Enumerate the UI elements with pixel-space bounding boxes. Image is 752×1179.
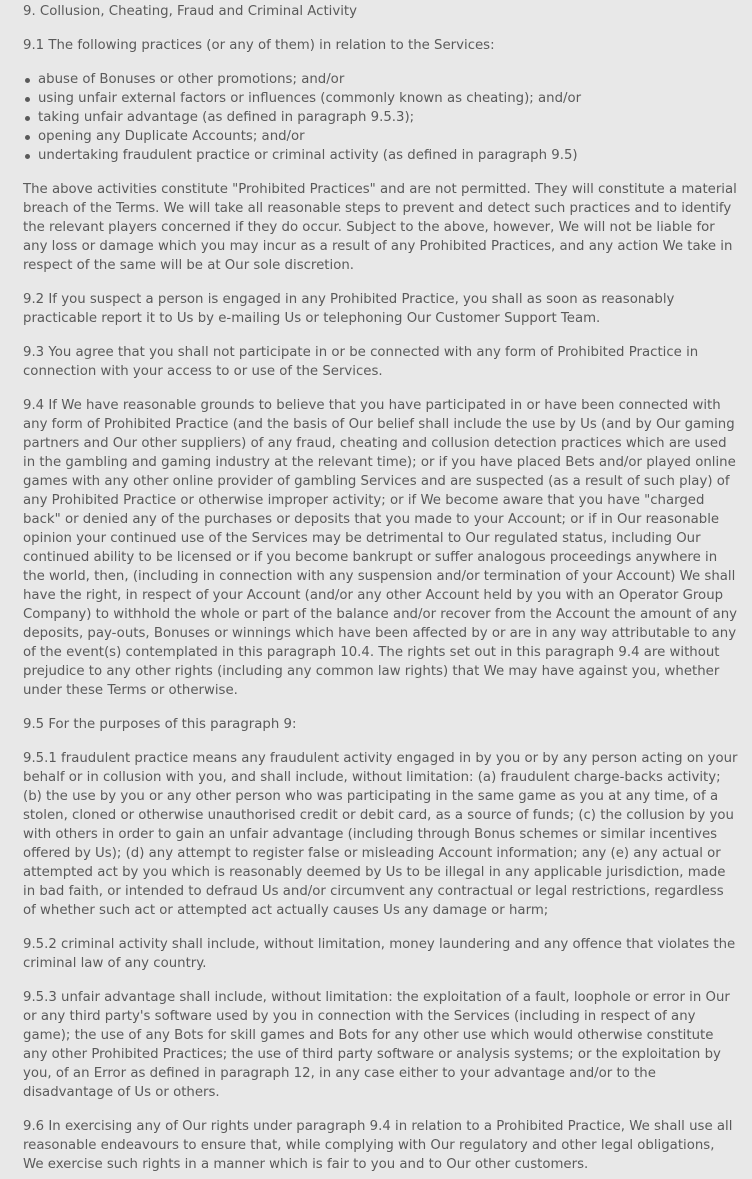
- paragraph-9-5-1: 9.5.1 fraudulent practice means any fraudulent activity engaged in by you or by any person acting on your behalf or in collusion with you, and shall include, without limitation: (a) fraudulent charge-backs activity; (b) the use by you or any other person who was participating in the same game as you at any time, of a stolen, cloned or otherwise unauthorised credit or debit card, as a source of funds; (c) the collusion by you with others in order to gain an unfair advantage (including through Bonus schemes or similar incentives offered by Us); (d) any attempt to register false or misleading Account information; any (e) any actual or attempted act by you which is reasonably deemed by Us to be illegal in any applicable jurisdiction, made in bad faith, or intended to defraud Us and/or circumvent any contractual or legal restrictions, regardless of whether such act or attempted act actually causes Us any damage or harm;: [23, 751, 738, 918]
- list-item: opening any Duplicate Accounts; and/or: [38, 127, 738, 146]
- prohibited-practices-list: [23, 70, 738, 165]
- paragraph-9-1: 9.1 The following practices (or any of them) in relation to the Services:: [23, 38, 495, 53]
- list-item: abuse of Bonuses or other promotions; and/or: [38, 70, 738, 89]
- paragraph-9-5-2: 9.5.2 criminal activity shall include, without limitation, money laundering and any offence that violates the criminal law of any country.: [23, 937, 736, 971]
- paragraph-prohibited-practices: The above activities constitute "Prohibited Practices" and are not permitted. They will constitute a material breach of the Terms. We will take all reasonable steps to prevent and detect such practices and to identify the relevant players concerned if they do occur. Subject to the above, however, We will not be liable for any loss or damage which you may incur as a result of any Prohibited Practices, and any action We take in respect of the same will be at Our sole discretion.: [23, 182, 737, 273]
- list-item: using unfair external factors or influences (commonly known as cheating); and/or: [38, 89, 738, 108]
- paragraph-9-6: 9.6 In exercising any of Our rights under paragraph 9.4 in relation to a Prohibited Practice, We shall use all reasonable endeavours to ensure that, while complying with Our regulatory and other legal obligations, We exercise such rights in a manner which is fair to you and to Our other customers.: [23, 1119, 733, 1172]
- paragraph-9-4: 9.4 If We have reasonable grounds to believe that you have participated in or have been connected with any form of Prohibited Practice (and the basis of Our belief shall include the use by Us (and by Our gaming partners and Our other suppliers) of any fraud, cheating and collusion detection practices which are used in the gambling and gaming industry at the relevant time); or if you have placed Bets and/or played online games with any other online provider of gambling Services and are suspected (as a result of such play) of any Prohibited Practice or otherwise improper activity; or if We become aware that you have "charged back" or denied any of the purchases or deposits that you made to your Account; or if in Our reasonable opinion your continued use of the Services may be detrimental to Our regulated status, including Our continued ability to be licensed or if you become bankrupt or suffer analogous proceedings anywhere in the world, then, (including in connection with any suspension and/or termination of your Account) We shall have the right, in respect of your Account (and/or any other Account held by you with an Operator Group Company) to withhold the whole or part of the balance and/or recover from the Account the amount of any deposits, pay-outs, Bonuses or winnings which have been affected by or are in any way attributable to any of the event(s) contemplated in this paragraph 10.4. The rights set out in this paragraph 9.4 are without prejudice to any other rights (including any common law rights) that We may have against you, whether under these Terms or otherwise.: [23, 398, 738, 698]
- paragraph-9-5-3: 9.5.3 unfair advantage shall include, without limitation: the exploitation of a fault, loophole or error in Our or any third party's software used by you in connection with the Services (including in respect of any game); the use of any Bots for skill games and Bots for any other use which would otherwise constitute any other Prohibited Practices; the use of third party software or analysis systems; or the exploitation by you, of an Error as defined in paragraph 12, in any case either to your advantage and/or to the disadvantage of Us or others.: [23, 990, 730, 1100]
- section-heading: 9. Collusion, Cheating, Fraud and Criminal Activity: [23, 4, 358, 19]
- paragraph-9-5: 9.5 For the purposes of this paragraph 9:: [23, 717, 297, 732]
- paragraph-9-3: 9.3 You agree that you shall not participate in or be connected with any form of Prohibited Practice in connection with your access to or use of the Services.: [23, 345, 699, 379]
- list-item: taking unfair advantage (as defined in paragraph 9.5.3);: [38, 108, 738, 127]
- list-item: undertaking fraudulent practice or criminal activity (as defined in paragraph 9.5): [38, 146, 738, 165]
- paragraph-9-2: 9.2 If you suspect a person is engaged in any Prohibited Practice, you shall as soon as reasonably practicable report it to Us by e-mailing Us or telephoning Our Customer Support Team.: [23, 292, 675, 326]
